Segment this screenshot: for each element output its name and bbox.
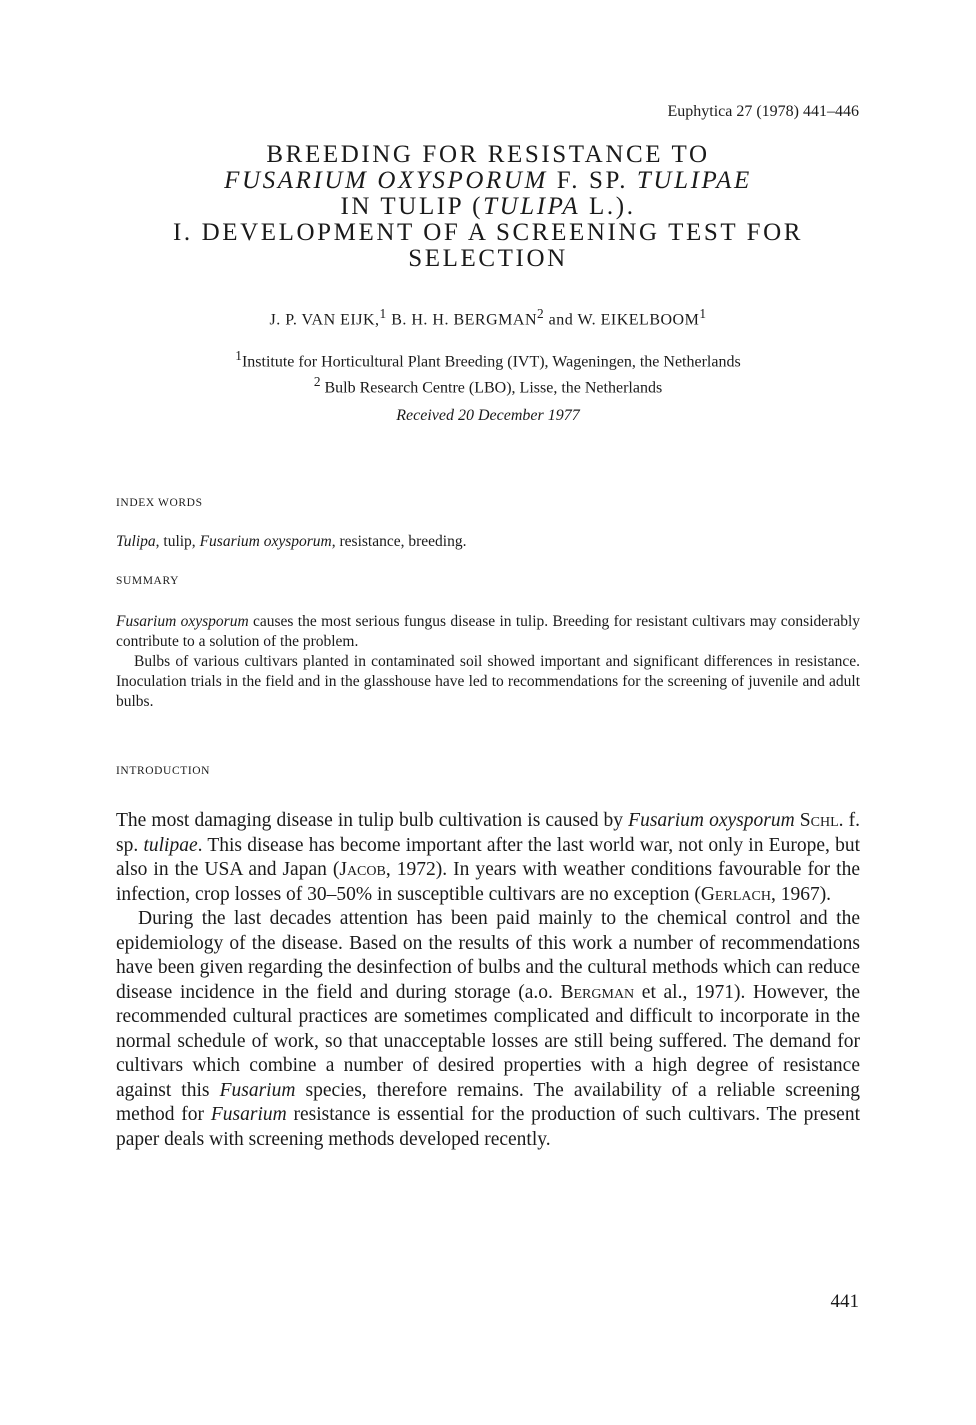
summary-text	[116, 612, 860, 712]
title-line-2: FUSARIUM OXYSPORUM F. SP. TULIPAE	[224, 167, 752, 194]
page-number: 441	[830, 1291, 859, 1312]
paper-title	[116, 142, 860, 272]
author-list: J. P. VAN EIJK,$^1$ B. H. H. BERGMAN$^2$ and W. EIKELBOOM$^1$	[269, 306, 707, 329]
intro-paragraph-1: The most damaging disease in tulip bulb cultivation is caused by Fusarium oxysporum Schl. f. sp. tulipae. This disease has become important after the last world war, not only in Europe, but also in the USA and Japan (Jacob, 1972). In years with weather conditions favourable for the infection, crop losses of 30–50% in susceptible cultivars are no exception (Gerlach, 1967).	[116, 810, 860, 905]
title-line-5: SELECTION	[408, 245, 568, 272]
affiliation-1: $^1$Institute for Horticultural Plant Breeding (IVT), Wageningen, the Netherlands	[235, 348, 741, 371]
affiliation-2: $^2$ Bulb Research Centre (LBO), Lisse, the Netherlands	[313, 374, 663, 397]
index-words-text: Tulipa, tulip, Fusarium oxysporum, resistance, breeding.	[116, 533, 467, 550]
received-date: Received 20 December 1977	[396, 407, 580, 424]
journal-reference: Euphytica 27 (1978) 441–446	[667, 103, 859, 120]
title-line-3: IN TULIP (TULIPA L.).	[340, 193, 636, 220]
introduction-heading: INTRODUCTION	[116, 765, 211, 777]
summary-paragraph-1: Fusarium oxysporum causes the most serious fungus disease in tulip. Breeding for resistant cultivars may considerably contribute to a solution of the problem.	[116, 613, 860, 650]
title-line-4: I. DEVELOPMENT OF A SCREENING TEST FOR	[172, 219, 804, 246]
title-line-1: BREEDING FOR RESISTANCE TO	[266, 141, 710, 168]
introduction-text	[116, 809, 860, 1152]
summary-paragraph-2: Bulbs of various cultivars planted in contaminated soil showed important and significant differences in resistance. Inoculation trials in the field and in the glasshouse have led to recommendations for the screening of juvenile and adult bulbs.	[116, 653, 860, 710]
affiliations	[116, 346, 860, 399]
intro-paragraph-2: During the last decades attention has been paid mainly to the chemical control and the epidemiology of the disease. Based on the results of this work a number of recommendations have been given regarding the desinfection of bulbs and the cultural methods which can reduce disease incidence in the field and during storage (a.o. Bergman et al., 1971). However, the recommended cultural practices are sometimes complicated and difficult to incorporate in the normal schedule of work, so that unacceptable losses are still being suffered. The demand for cultivars which combine a number of desired properties with a high degree of resistance against this Fusarium species, therefore remains. The availability of a reliable screening method for Fusarium resistance is essential for the production of such cultivars. The present paper deals with screening methods developed recently.	[116, 908, 860, 1150]
summary-heading: SUMMARY	[116, 575, 179, 587]
index-words-heading: INDEX WORDS	[116, 497, 203, 509]
